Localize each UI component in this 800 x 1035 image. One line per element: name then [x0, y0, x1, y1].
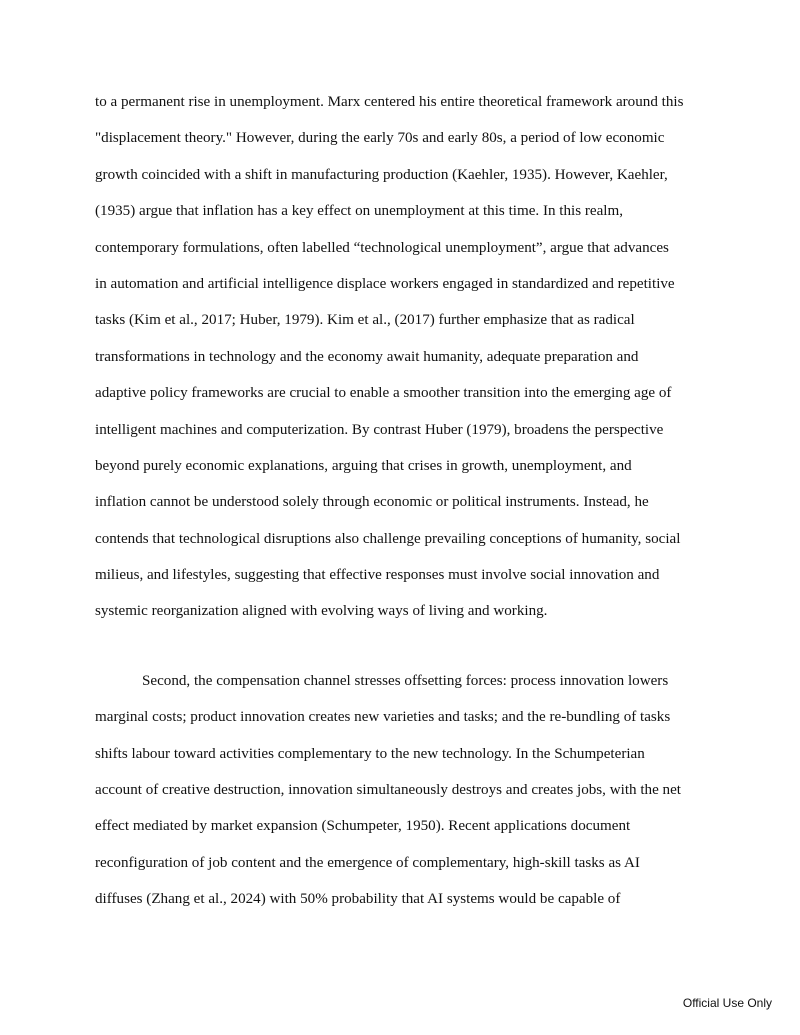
- text-line: to a permanent rise in unemployment. Marx centered his entire theoretical framework around this: [95, 94, 684, 110]
- text-line: tasks (Kim et al., 2017; Huber, 1979). Kim et al., (2017) further emphasize that as radical: [95, 312, 635, 329]
- text-line: (1935) argue that inflation has a key effect on unemployment at this time. In this realm,: [95, 203, 624, 220]
- text-line: milieus, and lifestyles, suggesting that effective responses must involve social innovation and: [95, 567, 660, 584]
- text-line: inflation cannot be understood solely through economic or political instruments. Instead, he: [95, 494, 649, 511]
- text-line: intelligent machines and computerization. By contrast Huber (1979), broadens the perspective: [95, 421, 664, 438]
- paragraph-2: [95, 667, 707, 922]
- text-line: in automation and artificial intelligence displace workers engaged in standardized and repetitive: [95, 275, 675, 292]
- text-line: beyond purely economic explanations, arguing that crises in growth, unemployment, and: [95, 457, 632, 474]
- text-line: growth coincided with a shift in manufacturing production (Kaehler, 1935). However, Kaehler,: [95, 166, 668, 183]
- text-line: shifts labour toward activities complementary to the new technology. In the Schumpeterian: [95, 745, 645, 762]
- classification-label: Official Use Only: [682, 996, 772, 1010]
- body-text: [95, 88, 707, 922]
- text-line: marginal costs; product innovation creates new varieties and tasks; and the re-bundling of tasks: [95, 709, 671, 726]
- text-line: reconfiguration of job content and the emergence of complementary, high-skill tasks as AI: [95, 854, 640, 871]
- text-line: effect mediated by market expansion (Schumpeter, 1950). Recent applications document: [95, 818, 631, 835]
- text-line: adaptive policy frameworks are crucial to enable a smoother transition into the emerging age of: [95, 385, 672, 402]
- text-line: transformations in technology and the economy await humanity, adequate preparation and: [95, 348, 639, 365]
- text-line: Second, the compensation channel stresses offsetting forces: process innovation lowers: [142, 672, 669, 689]
- text-line: contemporary formulations, often labelled “technological unemployment”, argue that advances: [95, 239, 669, 256]
- text-line: diffuses (Zhang et al., 2024) with 50% probability that AI systems would be capable of: [95, 891, 621, 908]
- paragraph-spacer: [95, 634, 707, 667]
- text-line: contends that technological disruptions also challenge prevailing conceptions of humanity, social: [95, 530, 681, 547]
- text-line: systemic reorganization aligned with evolving ways of living and working.: [95, 603, 548, 620]
- paragraph-1: [95, 88, 707, 634]
- text-line: account of creative destruction, innovation simultaneously destroys and creates jobs, with the net: [95, 782, 681, 799]
- text-line: "displacement theory." However, during the early 70s and early 80s, a period of low economic: [95, 130, 665, 147]
